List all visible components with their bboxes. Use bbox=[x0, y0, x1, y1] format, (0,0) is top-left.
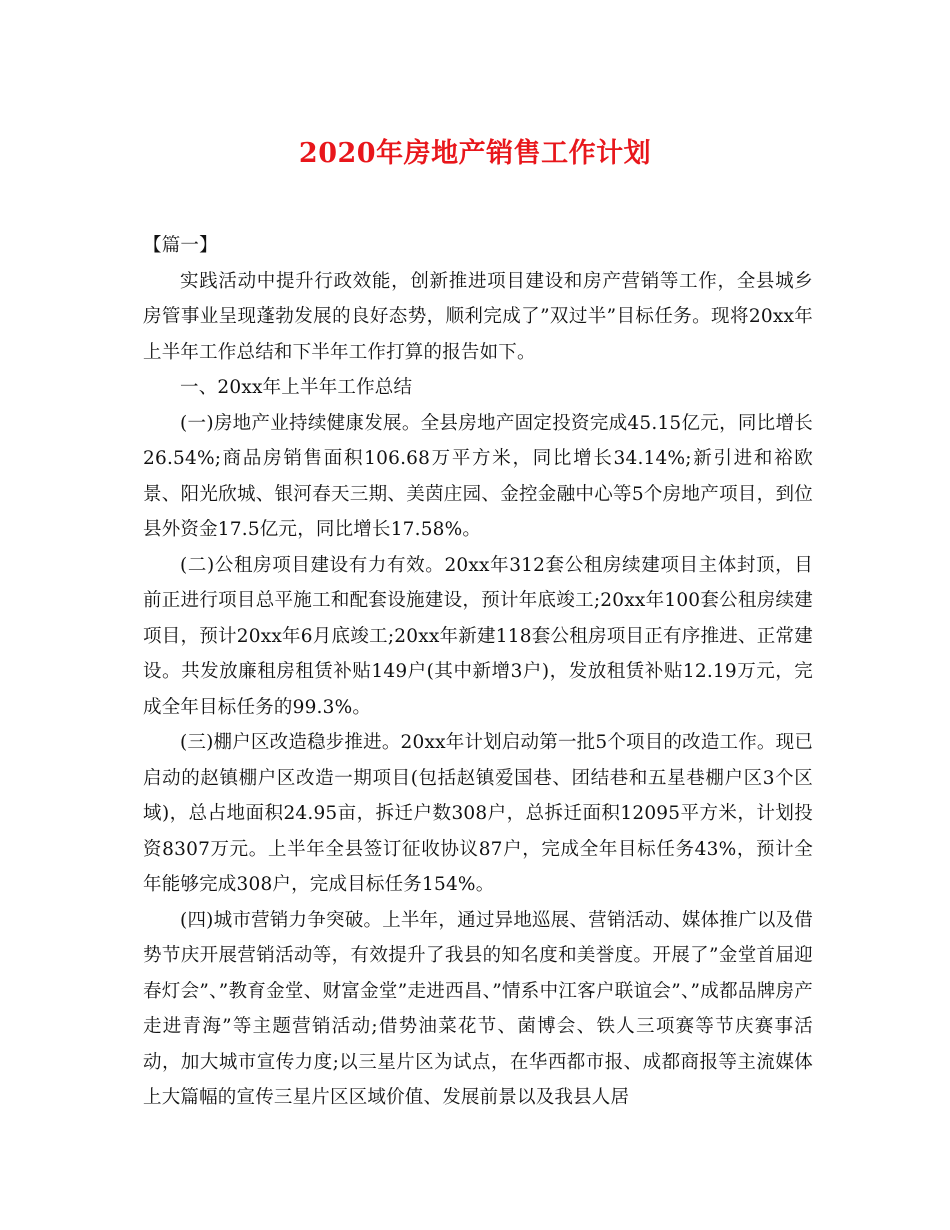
paragraph-public-rental: (二)公租房项目建设有力有效。20xx年312套公租房续建项目主体封顶，目前正进行项目总平施工和配套设施建设，预计年底竣工;20xx年100套公租房续建项目，预计20xx年6月底竣工;20xx年新建118套公租房项目正有序推进、正常建设。共发放廉租房租赁补贴149户(其中新增3户)，发放租赁补贴12.19万元，完成全年目标任务的99.3%。 bbox=[143, 554, 813, 718]
document-body bbox=[143, 228, 813, 1116]
paragraph-real-estate: (一)房地产业持续健康发展。全县房地产固定投资完成45.15亿元，同比增长26.54%;商品房销售面积106.68万平方米，同比增长34.14%;新引进和裕欧景、阳光欣城、银河春天三期、美茵庄园、金控金融中心等5个房地产项目，到位县外资金17.5亿元，同比增长17.58%。 bbox=[143, 412, 813, 540]
paragraph-intro: 实践活动中提升行政效能，创新推进项目建设和房产营销等工作，全县城乡房管事业呈现蓬勃发展的良好态势，顺利完成了”双过半”目标任务。现将20xx年上半年工作总结和下半年工作打算的报告如下。 bbox=[143, 270, 813, 363]
document-title: 2020年房地产销售工作计划 bbox=[298, 138, 652, 169]
heading-summary: 一、20xx年上半年工作总结 bbox=[180, 377, 413, 398]
paragraph-shantytown: (三)棚户区改造稳步推进。20xx年计划启动第一批5个项目的改造工作。现已启动的赵镇棚户区改造一期项目(包括赵镇爱国巷、团结巷和五星巷棚户区3个区域)，总占地面积24.95亩，拆迁户数308户，总拆迁面积12095平方米，计划投资8307万元。上半年全县签订征收协议87户，完成全年目标任务43%，预计全年能够完成308户，完成目标任务154%。 bbox=[143, 732, 814, 895]
section-label: 【篇一】 bbox=[143, 235, 218, 256]
paragraph-city-marketing: (四)城市营销力争突破。上半年，通过异地巡展、营销活动、媒体推广以及借势节庆开展营销活动等，有效提升了我县的知名度和美誉度。开展了”金堂首届迎春灯会”、”教育金堂、财富金堂”走进西昌、”情系中江客户联谊会”、”成都品牌房产走进青海”等主题营销活动;借势油菜花节、菌博会、铁人三项赛等节庆赛事活动，加大城市宣传力度;以三星片区为试点，在华西都市报、成都商报等主流媒体上大篇幅的宣传三星片区区域价值、发展前景以及我县人居 bbox=[143, 909, 813, 1108]
